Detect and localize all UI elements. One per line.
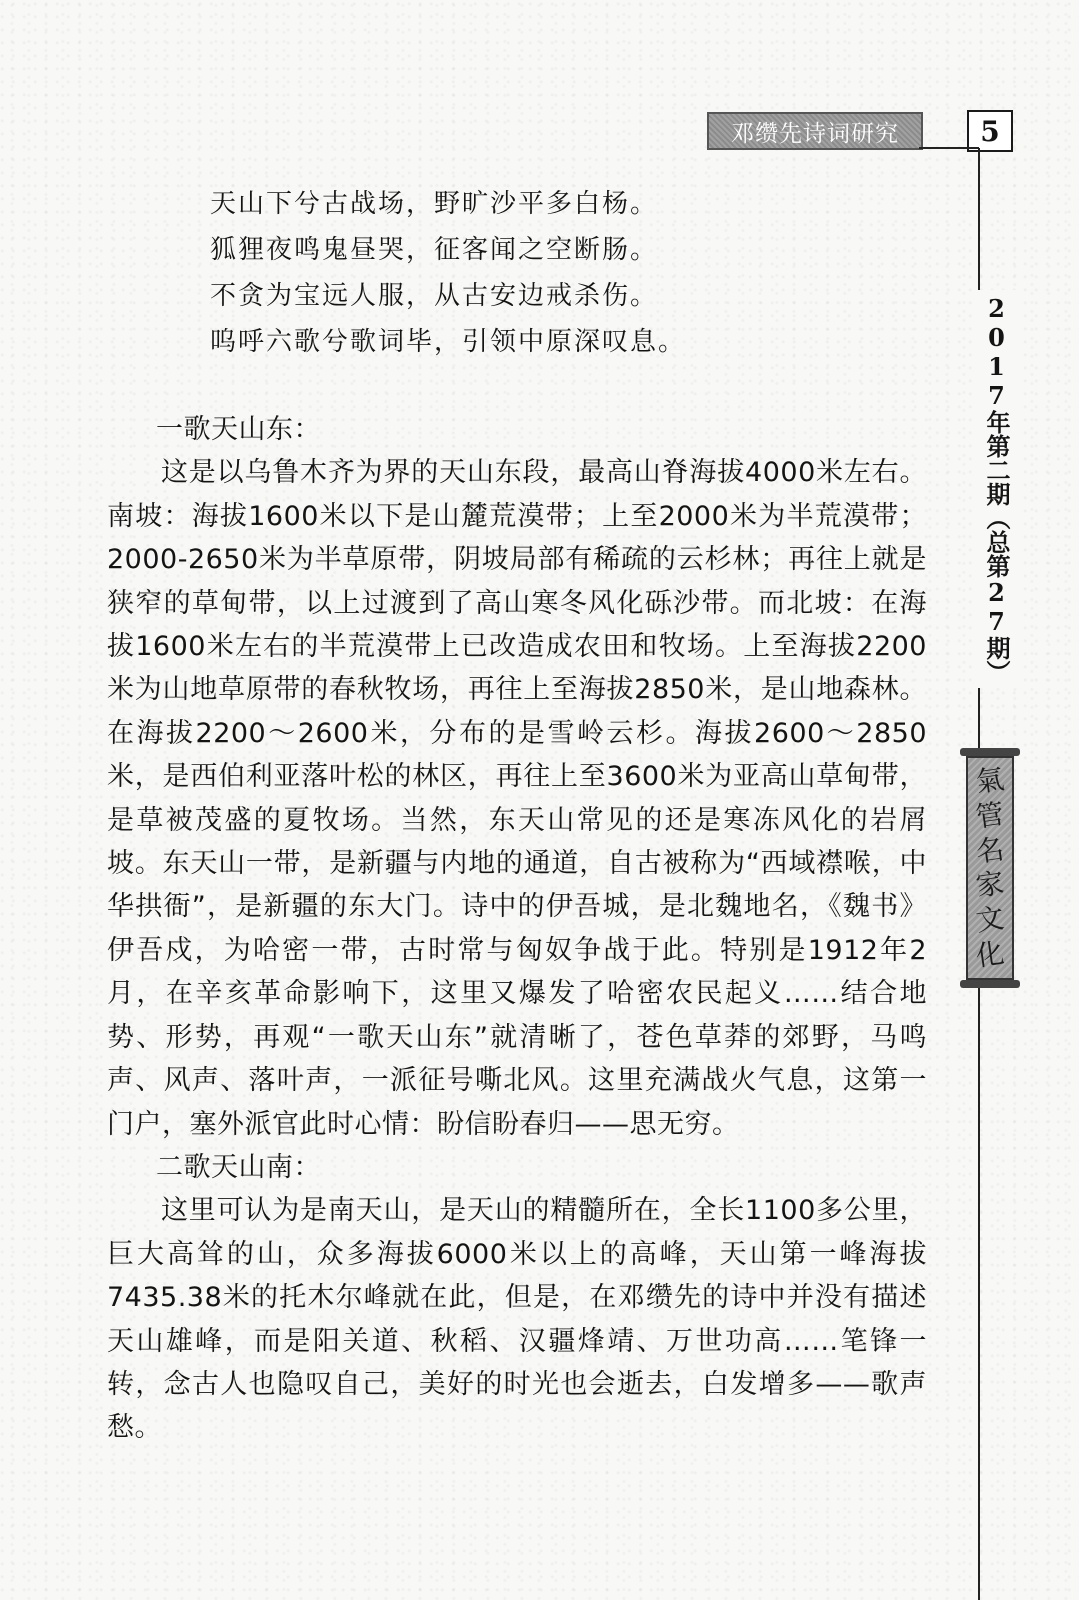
issue-label: 2017年第二期（总第27期） (974, 290, 1018, 688)
header-banner (707, 112, 923, 150)
section-paragraph: 这是以乌鲁木齐为界的天山东段，最高山脊海拔4000米左右。南坡：海拔1600米以下是山麓荒漠带；上至2000米为半荒漠带；2000-2650米为半草原带，阴坡局部有稀疏的云杉林；再往上就是狭窄的草甸带，以上过渡到了高山寒冬风化砾沙带。而北坡：在海拔1600米左右的半荒漠带上已改造成农田和牧场。上至海拔2200米为山地草原带的春秋牧场，再往上至海拔2850米，是山地森林。在海拔2200～2600米，分布的是雪岭云杉。海拔2600～2850米，是西伯利亚落叶松的林区，再往上至3600米为亚高山草甸带，是草被茂盛的夏牧场。当然，东天山常见的还是寒冻风化的岩屑坡。东天山一带，是新疆与内地的通道，自古被称为“西域襟喉，中华拱衙”，是新疆的东大门。诗中的伊吾城，是北魏地名，《魏书》伊吾戍，为哈密一带，古时常与匈奴争战于此。特别是1912年2月，在辛亥革命影响下，这里又爆发了哈密农民起义……结合地势、形势，再观“一歌天山东”就清晰了，苍色草莽的郊野，马鸣声、风声、落叶声，一派征号嘶北风。这里充满战火气息，这第一门户，塞外派官此时心情：盼信盼春归——思无穷。 (107, 457, 927, 1140)
section-paragraph: 这里可认为是南天山，是天山的精髓所在，全长1100多公里，巨大高耸的山，众多海拔6000米以上的高峰，天山第一峰海拔7435.38米的托木尔峰就在此，但是，在邓缵先的诗中并没有描述天山雄峰，而是阳关道、秋稻、汉疆烽靖、万世功高……笔锋一转，念古人也隐叹自己，美好的时光也会逝去，白发增多——歌声愁。 (107, 1195, 927, 1444)
scroll-rod-bottom (960, 980, 1020, 988)
poem-line: 狐狸夜鸣鬼昼哭，征客闻之空断肠。 (210, 235, 659, 265)
logo-glyph: 管 (973, 797, 1007, 834)
poem-block (210, 181, 686, 365)
page-number (967, 110, 1013, 152)
poem-line: 呜呼六歌兮歌词毕，引领中原深叹息。 (210, 327, 687, 357)
scroll-body (966, 756, 1014, 980)
logo-glyph: 家 (973, 866, 1007, 904)
poem-line: 天山下兮古战场，野旷沙平多白杨。 (210, 189, 659, 219)
header-rule (919, 147, 979, 149)
logo-glyph: 文 (973, 901, 1007, 938)
logo-glyph: 氣 (973, 762, 1007, 800)
logo-glyph: 化 (973, 935, 1007, 973)
header-banner-title: 邓缵先诗词研究 (731, 120, 899, 147)
article-body (107, 408, 927, 1450)
journal-logo-scroll (960, 748, 1020, 988)
scroll-rod-top (960, 748, 1020, 756)
section-heading: 二歌天山南： (156, 1151, 321, 1183)
poem-line: 不贪为宝远人服，从古安边戒杀伤。 (210, 281, 659, 311)
page-number-text: 5 (980, 114, 1000, 148)
logo-glyph: 名 (973, 831, 1007, 869)
section-heading: 一歌天山东： (156, 414, 321, 445)
